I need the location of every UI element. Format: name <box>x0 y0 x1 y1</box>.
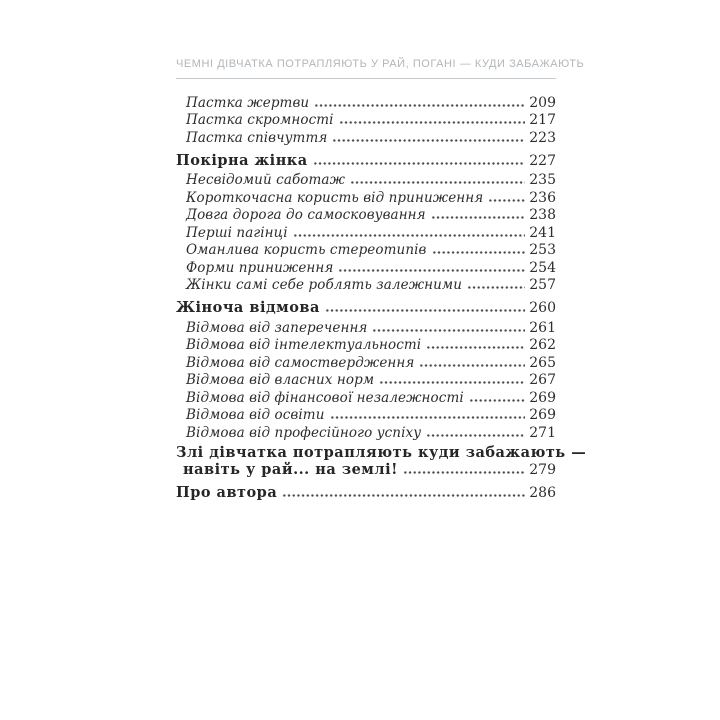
toc-entry-title: Пастка скромності <box>186 112 334 128</box>
toc-page-number: 271 <box>529 424 556 441</box>
toc-page-number: 269 <box>529 407 556 423</box>
toc-entry-title: Відмова від освіти <box>186 407 325 423</box>
toc-page-number: 235 <box>529 172 556 188</box>
toc-entry <box>176 276 556 294</box>
toc-entry <box>176 406 556 424</box>
dot-leader <box>403 470 525 475</box>
toc-row <box>176 206 556 224</box>
toc-page-number: 253 <box>529 242 556 258</box>
toc-row <box>176 128 556 146</box>
dot-leader <box>469 398 526 403</box>
book-page <box>176 58 587 503</box>
toc-row <box>176 241 556 259</box>
toc-entry-title: Відмова від заперечення <box>186 319 368 336</box>
toc-entry <box>176 388 556 406</box>
toc-entry-title: Відмова від інтелектуальності <box>186 337 422 353</box>
toc-row <box>176 223 556 241</box>
dot-leader <box>431 215 526 220</box>
dot-leader <box>379 380 525 385</box>
toc-entry-title: Оманлива користь стереотипів <box>186 242 427 258</box>
toc-page-number: 262 <box>529 337 556 353</box>
toc-row <box>176 93 556 111</box>
toc-row <box>176 461 556 478</box>
dot-leader <box>339 120 526 125</box>
toc-entry <box>176 371 556 389</box>
toc-entry <box>176 241 556 259</box>
toc-entry <box>176 149 556 169</box>
toc-page-number: 279 <box>529 461 556 478</box>
toc-page-number: 260 <box>529 300 556 316</box>
toc-entry-title: Форми приниження <box>186 259 334 276</box>
running-header-text: ЧЕМНІ ДІВЧАТКА ПОТРАПЛЯЮТЬ У РАЙ, ПОГАНІ — КУДИ ЗАБАЖАЮТЬ <box>176 58 585 70</box>
toc-row <box>176 111 556 129</box>
toc-entry <box>176 171 556 189</box>
toc-entry-title: Покірна жінка <box>176 151 308 169</box>
toc-page-number: 265 <box>529 354 556 371</box>
toc-page-number: 236 <box>529 189 556 206</box>
toc-page-number: 286 <box>529 484 556 501</box>
dot-leader <box>426 433 525 438</box>
dot-leader <box>419 363 525 368</box>
toc-row <box>176 149 556 169</box>
toc-entry <box>176 206 556 224</box>
toc-entry-title-line2: навіть у рай... на землі! <box>183 460 399 478</box>
toc-entry-title: Пастка співчуття <box>186 129 328 146</box>
toc-row <box>176 188 556 206</box>
toc-entry <box>176 258 556 276</box>
toc-page-number: 267 <box>529 372 556 388</box>
toc-entry <box>176 223 556 241</box>
toc-entry <box>176 111 556 129</box>
toc-entry <box>176 336 556 354</box>
dot-leader <box>432 250 526 255</box>
dot-leader <box>330 415 526 420</box>
dot-leader <box>426 345 525 350</box>
toc-row <box>176 423 556 441</box>
toc-page-number: 217 <box>529 112 556 128</box>
dot-leader <box>314 103 525 108</box>
toc-entry-title: Відмова від професійного успіху <box>186 424 422 441</box>
toc-entry-title: Відмова від власних норм <box>186 372 375 388</box>
toc-page-number: 254 <box>529 259 556 276</box>
toc-entry <box>176 423 556 441</box>
toc-page-number: 257 <box>529 277 556 293</box>
toc-entry <box>176 318 556 336</box>
toc-entry-title: Несвідомий саботаж <box>186 172 346 188</box>
toc-page-number: 241 <box>529 224 556 241</box>
toc-entry-title: Про автора <box>176 483 278 501</box>
toc-row <box>176 318 556 336</box>
toc-entry <box>176 296 556 316</box>
dot-leader <box>372 328 525 333</box>
toc-entry-title: Довга дорога до самосковування <box>186 207 426 223</box>
dot-leader <box>293 233 526 238</box>
toc-row <box>176 371 556 389</box>
dot-leader <box>332 138 525 143</box>
toc-entry <box>176 353 556 371</box>
toc-row <box>176 353 556 371</box>
toc-entry-title: Відмова від самоствердження <box>186 354 415 371</box>
toc-row <box>176 388 556 406</box>
toc-entry-title: Відмова від фінансової незалежності <box>186 389 464 406</box>
toc-entry <box>176 128 556 146</box>
dot-leader <box>338 268 525 273</box>
toc-page-number: 209 <box>529 94 556 111</box>
dot-leader <box>325 308 525 313</box>
toc-entry <box>176 481 556 501</box>
toc-entry-title: Перші пагінці <box>186 224 288 241</box>
toc-row <box>176 296 556 316</box>
toc-entry-title: Короткочасна користь від приниження <box>186 189 484 206</box>
dot-leader <box>467 285 525 290</box>
toc-row <box>176 171 556 189</box>
toc-entry-title-line1: Злі дівчатка потрапляють куди забажають — <box>176 443 587 461</box>
toc-row <box>176 258 556 276</box>
table-of-contents <box>176 93 587 501</box>
toc-entry-title: Пастка жертви <box>186 94 310 111</box>
toc-row <box>176 276 556 294</box>
dot-leader <box>282 493 525 498</box>
dot-leader <box>350 180 525 185</box>
toc-entry-title: Жіноча відмова <box>176 299 320 316</box>
toc-row <box>176 406 556 424</box>
running-header <box>176 58 585 79</box>
dot-leader <box>313 161 526 166</box>
dot-leader <box>488 198 525 203</box>
toc-page-number: 238 <box>529 207 556 223</box>
toc-page-number: 261 <box>529 319 556 336</box>
toc-row <box>176 336 556 354</box>
toc-page-number: 223 <box>529 129 556 146</box>
toc-entry <box>176 93 556 111</box>
toc-entry <box>176 443 587 478</box>
toc-page-number: 269 <box>529 389 556 406</box>
toc-row <box>176 481 556 501</box>
toc-entry <box>176 188 556 206</box>
toc-entry-title: Жінки самі себе роблять залежними <box>186 277 463 293</box>
toc-page-number: 227 <box>529 152 556 169</box>
